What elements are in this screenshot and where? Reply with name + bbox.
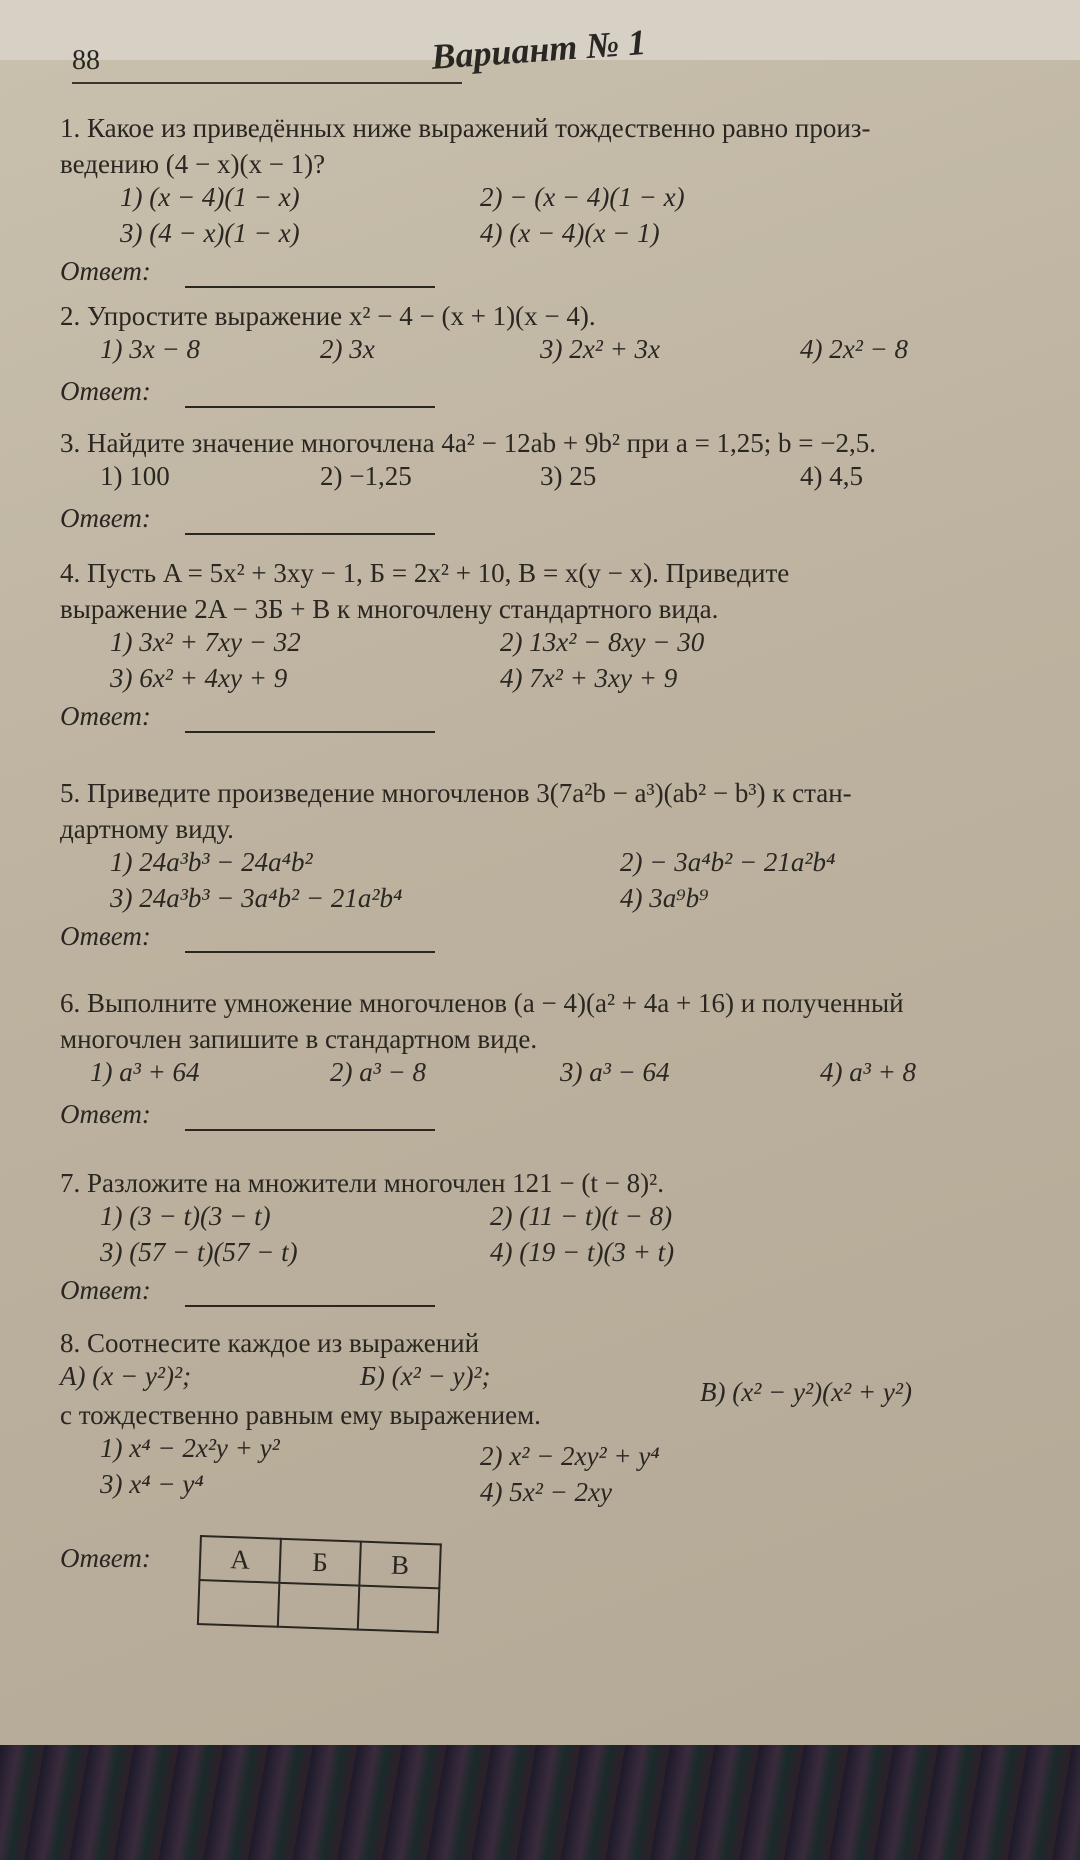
answer-cell-a[interactable]: [198, 1580, 279, 1627]
question-5-answer: [60, 921, 1050, 957]
option-3[interactable]: 3) x⁴ − y⁴: [100, 1469, 204, 1499]
question-1: [60, 110, 1050, 292]
question-4-answer: [60, 701, 1050, 737]
option-2[interactable]: 2) a³ − 8: [330, 1057, 427, 1087]
answer-label: Ответ:: [60, 701, 151, 731]
option-1[interactable]: 1) (3 − t)(3 − t): [100, 1201, 271, 1231]
answer-line[interactable]: [185, 951, 435, 953]
option-1[interactable]: 1) 24a³b³ − 24a⁴b²: [110, 847, 313, 877]
answer-label: Ответ:: [60, 1543, 151, 1573]
question-6-text-line1: 6. Выполните умножение многочленов (a − 4)(a² + 4a + 16) и полученный: [60, 988, 904, 1018]
question-1-text-line1: 1. Какое из приведённых ниже выражений тождественно равно произ-: [60, 113, 871, 143]
question-2-options: [60, 334, 1050, 374]
answer-label: Ответ:: [60, 1275, 151, 1305]
option-1[interactable]: 1) 3x² + 7xy − 32: [110, 627, 301, 657]
option-1[interactable]: 1) x⁴ − 2x²y + y²: [100, 1433, 280, 1463]
question-6-answer: [60, 1099, 1050, 1135]
option-1[interactable]: 1) a³ + 64: [90, 1057, 200, 1087]
answer-cell-b[interactable]: [278, 1583, 359, 1630]
answer-line[interactable]: [185, 406, 435, 408]
question-2-answer: [60, 376, 1050, 412]
question-6: [60, 985, 1050, 1135]
question-8-expressions: [60, 1361, 1050, 1407]
background-fabric: [0, 1745, 1080, 1860]
option-3[interactable]: 3) (4 − x)(1 − x): [120, 218, 300, 248]
option-4[interactable]: 4) 4,5: [800, 461, 863, 491]
question-5-text-line1: 5. Приведите произведение многочленов 3(7a²b − a³)(ab² − b³) к стан-: [60, 778, 852, 808]
question-3-answer: [60, 503, 1050, 539]
question-5-options: [60, 847, 1050, 919]
page-number: 88: [72, 45, 100, 76]
question-7-options: [60, 1201, 1050, 1273]
question-7-answer: [60, 1275, 1050, 1311]
answer-line[interactable]: [185, 286, 435, 288]
question-8-text: 8. Соотнесите каждое из выражений: [60, 1328, 480, 1358]
option-3[interactable]: 3) a³ − 64: [560, 1057, 670, 1087]
question-3-options: [60, 461, 1050, 501]
answer-cell-v[interactable]: [358, 1586, 439, 1633]
option-1[interactable]: 1) (x − 4)(1 − x): [120, 182, 300, 212]
option-4[interactable]: 4) 7x² + 3xy + 9: [500, 663, 678, 693]
answer-line[interactable]: [185, 1129, 435, 1131]
variant-title: Вариант № 1: [430, 22, 648, 77]
expression-b: Б) (x² − y)²;: [360, 1361, 491, 1391]
question-4-text-line1: 4. Пусть A = 5x² + 3xy − 1, Б = 2x² + 10, B = x(y − x). Приведите: [60, 558, 790, 588]
table-header-b: Б: [279, 1539, 360, 1586]
answer-label: Ответ:: [60, 503, 151, 533]
option-4[interactable]: 4) 5x² − 2xy: [480, 1477, 613, 1507]
question-5: [60, 775, 1050, 957]
option-4[interactable]: 4) 2x² − 8: [800, 334, 909, 364]
option-3[interactable]: 3) 2x² + 3x: [540, 334, 661, 364]
question-2: [60, 298, 1050, 412]
question-3-text: 3. Найдите значение многочлена 4a² − 12ab + 9b² при a = 1,25; b = −2,5.: [60, 428, 876, 458]
option-4[interactable]: 4) (x − 4)(x − 1): [480, 218, 660, 248]
option-2[interactable]: 2) x² − 2xy² + y⁴: [480, 1441, 660, 1471]
expression-v: В) (x² − y²)(x² + y²): [700, 1377, 912, 1407]
answer-label: Ответ:: [60, 921, 151, 951]
option-2[interactable]: 2) − 3a⁴b² − 21a²b⁴: [620, 847, 836, 877]
option-2[interactable]: 2) 13x² − 8xy − 30: [500, 627, 705, 657]
question-1-options: [60, 182, 1050, 254]
option-1[interactable]: 1) 100: [100, 461, 170, 491]
question-8-options: [60, 1433, 1050, 1505]
table-answer-row: [198, 1580, 439, 1632]
question-1-text-line2: ведению (4 − x)(x − 1)?: [60, 149, 326, 179]
option-3[interactable]: 3) 25: [540, 461, 597, 491]
option-3[interactable]: 3) (57 − t)(57 − t): [100, 1237, 298, 1267]
header-rule: [72, 82, 462, 84]
option-2[interactable]: 2) −1,25: [320, 461, 412, 491]
question-4-options: [60, 627, 1050, 699]
answer-match-table: [197, 1535, 442, 1633]
option-4[interactable]: 4) a³ + 8: [820, 1057, 917, 1087]
question-5-text-line2: дартному виду.: [60, 814, 234, 844]
option-3[interactable]: 3) 6x² + 4xy + 9: [110, 663, 288, 693]
question-4-text-line2: выражение 2A − 3Б + B к многочлену стандартного вида.: [60, 594, 719, 624]
table-header-v: В: [359, 1542, 440, 1589]
table-header-a: А: [199, 1536, 280, 1583]
option-2[interactable]: 2) (11 − t)(t − 8): [490, 1201, 673, 1231]
option-1[interactable]: 1) 3x − 8: [100, 334, 200, 364]
answer-line[interactable]: [185, 731, 435, 733]
answer-line[interactable]: [185, 1305, 435, 1307]
option-4[interactable]: 4) 3a⁹b⁹: [620, 883, 709, 913]
question-2-text: 2. Упростите выражение x² − 4 − (x + 1)(x − 4).: [60, 301, 596, 331]
option-4[interactable]: 4) (19 − t)(3 + t): [490, 1237, 675, 1267]
question-7-text: 7. Разложите на множители многочлен 121 − (t − 8)².: [60, 1168, 664, 1198]
answer-label: Ответ:: [60, 256, 151, 286]
option-3[interactable]: 3) 24a³b³ − 3a⁴b² − 21a²b⁴: [110, 883, 403, 913]
expression-a: А) (x − y²)²;: [60, 1361, 192, 1391]
question-6-text-line2: многочлен запишите в стандартном виде.: [60, 1024, 538, 1054]
option-2[interactable]: 2) − (x − 4)(1 − x): [480, 182, 685, 212]
question-3: [60, 425, 1050, 539]
question-7: [60, 1165, 1050, 1311]
question-4: [60, 555, 1050, 737]
answer-label: Ответ:: [60, 376, 151, 406]
answer-label: Ответ:: [60, 1099, 151, 1129]
question-1-answer: [60, 256, 1050, 292]
answer-line[interactable]: [185, 533, 435, 535]
question-8-text-2: с тождественно равным ему выражением.: [60, 1400, 541, 1430]
question-6-options: [60, 1057, 1050, 1097]
option-2[interactable]: 2) 3x: [320, 334, 375, 364]
